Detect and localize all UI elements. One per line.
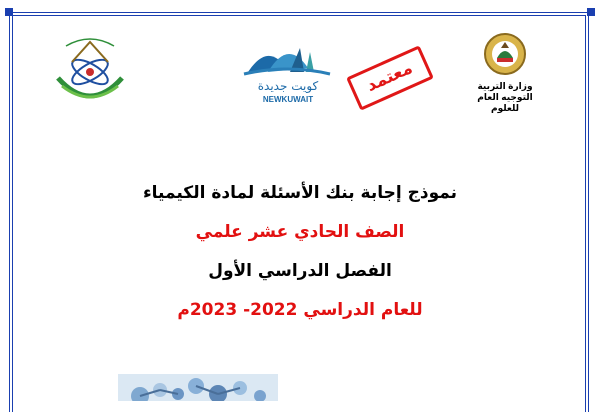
grade-title: الصف الحادي عشر علمي <box>195 222 405 242</box>
newkuwait-latin-text: NEWKUWAIT <box>262 95 314 104</box>
kuwait-emblem-icon <box>483 32 527 76</box>
molecule-illustration <box>100 368 290 401</box>
ministry-logo <box>468 32 542 114</box>
title-block <box>0 178 600 338</box>
newkuwait-logo <box>238 38 338 108</box>
science-guidance-emblem-icon <box>50 32 130 112</box>
document-title: نموذج إجابة بنك الأسئلة لمادة الكيمياء <box>142 183 458 203</box>
ministry-department: التوجيه العام للعلوم <box>477 92 533 113</box>
header-logos <box>20 20 580 115</box>
border-corner-ornament <box>587 8 595 16</box>
semester-title: الفصل الدراسي الأول <box>208 261 392 281</box>
academic-year-title: للعام الدراسي 2022- 2023م <box>177 300 423 320</box>
science-guidance-logo <box>50 32 130 112</box>
approved-stamp: معتمد <box>346 45 434 110</box>
ministry-name: وزارة التربية <box>477 81 533 91</box>
newkuwait-emblem-icon <box>238 38 338 108</box>
newkuwait-arabic-text: كويت جديدة <box>257 79 319 93</box>
molecule-illustration-icon <box>100 368 290 401</box>
border-corner-ornament <box>5 8 13 16</box>
